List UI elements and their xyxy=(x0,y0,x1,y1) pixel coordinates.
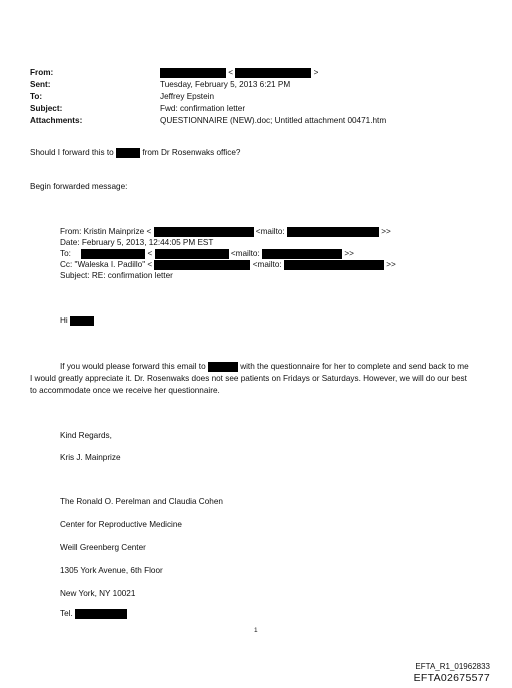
fwd-from-line xyxy=(60,227,391,237)
from-label: From: xyxy=(30,68,54,77)
para1-line2: I would greatly appreciate it. Dr. Rosenwaks does not see patients on Fridays or Saturdays. However, we will do our best xyxy=(30,374,467,383)
redaction-box xyxy=(154,260,250,270)
redaction-box xyxy=(116,148,140,158)
fwd-to-mailto: <mailto: xyxy=(230,249,260,258)
redaction-box xyxy=(235,68,311,78)
fwd-cc-pre: Cc: "Waleska I. Padillo" < xyxy=(60,260,153,269)
from-open: < xyxy=(228,68,234,77)
redaction-box xyxy=(70,316,94,326)
from-value xyxy=(160,68,318,78)
sent-value: Tuesday, February 5, 2013 6:21 PM xyxy=(160,80,291,89)
para1-line1 xyxy=(60,362,469,372)
greeting: Hi xyxy=(60,316,68,325)
sig-line-4: 1305 York Avenue, 6th Floor xyxy=(60,566,163,575)
closing: Kind Regards, xyxy=(60,431,112,440)
redaction-box xyxy=(81,249,145,259)
sig-line-5: New York, NY 10021 xyxy=(60,589,136,598)
fwd-subject-line: Subject: RE: confirmation letter xyxy=(60,271,173,280)
question-pre: Should I forward this to xyxy=(30,148,114,157)
fwd-from-end: >> xyxy=(381,227,391,236)
fwd-cc-end: >> xyxy=(386,260,396,269)
subject-label: Subject: xyxy=(30,104,63,113)
fwd-from-mailto: <mailto: xyxy=(255,227,285,236)
from-close: > xyxy=(313,68,319,77)
fwd-cc-mailto: <mailto: xyxy=(252,260,282,269)
begin-forwarded: Begin forwarded message: xyxy=(30,182,128,191)
footer-id-2: EFTA02675577 xyxy=(413,672,490,684)
page-number: 1 xyxy=(254,627,258,634)
sig-line-2: Center for Reproductive Medicine xyxy=(60,520,182,529)
fwd-to-end: >> xyxy=(344,249,354,258)
signer: Kris J. Mainprize xyxy=(60,453,121,462)
redaction-box xyxy=(208,362,238,372)
para1-post: with the questionnaire for her to complete and send back to me xyxy=(240,362,469,371)
footer-id-1: EFTA_R1_01962833 xyxy=(415,662,490,671)
para1-pre: If you would please forward this email to xyxy=(60,362,206,371)
question-line xyxy=(30,148,240,158)
fwd-to-label: To: xyxy=(60,249,71,258)
fwd-cc-line xyxy=(60,260,396,270)
greeting-line xyxy=(60,316,94,326)
redaction-box xyxy=(287,227,379,237)
redaction-box xyxy=(160,68,226,78)
para1-line3: to accommodate once we receive her questionnaire. xyxy=(30,386,220,395)
tel-label: Tel. xyxy=(60,609,73,618)
to-label: To: xyxy=(30,92,43,101)
attachments-label: Attachments: xyxy=(30,116,83,125)
redaction-box xyxy=(154,227,254,237)
sent-label: Sent: xyxy=(30,80,51,89)
fwd-to-line xyxy=(60,249,354,259)
redaction-box xyxy=(284,260,384,270)
attachments-value: QUESTIONNAIRE (NEW).doc; Untitled attachment 00471.htm xyxy=(160,116,387,125)
fwd-from-pre: From: Kristin Mainprize < xyxy=(60,227,152,236)
redaction-box xyxy=(155,249,229,259)
sig-line-1: The Ronald O. Perelman and Claudia Cohen xyxy=(60,497,223,506)
fwd-date-line: Date: February 5, 2013, 12:44:05 PM EST xyxy=(60,238,214,247)
redaction-box xyxy=(262,249,342,259)
redaction-box xyxy=(75,609,127,619)
question-post: from Dr Rosenwaks office? xyxy=(142,148,241,157)
to-value: Jeffrey Epstein xyxy=(160,92,215,101)
fwd-to-open: < xyxy=(147,249,153,258)
tel-line xyxy=(60,609,127,619)
sig-line-3: Weill Greenberg Center xyxy=(60,543,146,552)
subject-value: Fwd: confirmation letter xyxy=(160,104,246,113)
